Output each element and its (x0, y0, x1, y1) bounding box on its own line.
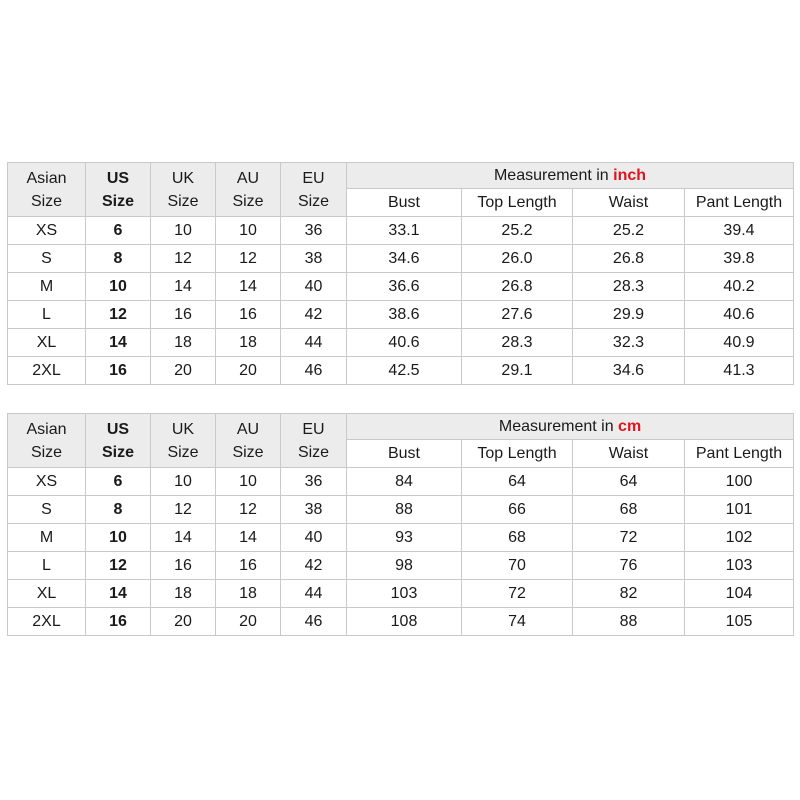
cell-asian-size: XL (8, 329, 86, 357)
cell-uk-size: 10 (151, 217, 216, 245)
cell-waist: 76 (573, 552, 685, 580)
cell-bust: 93 (347, 524, 462, 552)
cell-uk-size: 14 (151, 524, 216, 552)
cell-pant-length: 102 (685, 524, 794, 552)
cell-top-length: 72 (462, 580, 573, 608)
header-uk-size (151, 414, 216, 468)
cell-top-length: 26.8 (462, 273, 573, 301)
cell-eu-size: 36 (281, 217, 347, 245)
table-row (8, 524, 794, 552)
cell-eu-size: 40 (281, 273, 347, 301)
cell-pant-length: 105 (685, 608, 794, 636)
cell-pant-length: 41.3 (685, 357, 794, 385)
header-label: Size (297, 192, 330, 210)
header-waist: Waist (573, 189, 685, 217)
cell-us-size: 16 (86, 357, 151, 385)
size-chart-cm-table (7, 413, 794, 636)
cell-waist: 25.2 (573, 217, 685, 245)
header-label: Size (297, 443, 330, 461)
cell-waist: 34.6 (573, 357, 685, 385)
cell-asian-size: 2XL (8, 608, 86, 636)
cell-waist: 68 (573, 496, 685, 524)
measurement-title (347, 163, 794, 189)
cell-bust: 108 (347, 608, 462, 636)
cell-asian-size: XS (8, 468, 86, 496)
table-row (8, 329, 794, 357)
cell-uk-size: 10 (151, 468, 216, 496)
table-row (8, 301, 794, 329)
cell-waist: 72 (573, 524, 685, 552)
header-waist: Waist (573, 440, 685, 468)
table-row (8, 496, 794, 524)
cell-au-size: 16 (216, 301, 281, 329)
table-row (8, 580, 794, 608)
header-eu-size (281, 163, 347, 217)
cell-eu-size: 44 (281, 329, 347, 357)
cell-eu-size: 38 (281, 245, 347, 273)
table-row (8, 245, 794, 273)
cell-eu-size: 40 (281, 524, 347, 552)
cell-us-size: 8 (86, 245, 151, 273)
header-label: Size (232, 443, 264, 461)
cell-asian-size: S (8, 496, 86, 524)
table-row (8, 357, 794, 385)
cell-eu-size: 42 (281, 552, 347, 580)
header-asian-size (8, 163, 86, 217)
cell-bust: 38.6 (347, 301, 462, 329)
cell-bust: 84 (347, 468, 462, 496)
cell-bust: 98 (347, 552, 462, 580)
header-label: UK (171, 420, 195, 438)
header-label: Size (30, 443, 63, 461)
measurement-unit: inch (613, 166, 647, 184)
header-bust: Bust (347, 440, 462, 468)
cell-top-length: 26.0 (462, 245, 573, 273)
cell-pant-length: 40.2 (685, 273, 794, 301)
table-row (8, 273, 794, 301)
header-us-size (86, 163, 151, 217)
header-top-length: Top Length (462, 189, 573, 217)
header-bust: Bust (347, 189, 462, 217)
header-pant-length: Pant Length (685, 189, 794, 217)
header-uk-size (151, 163, 216, 217)
header-asian-size (8, 414, 86, 468)
cell-au-size: 12 (216, 245, 281, 273)
header-pant-length: Pant Length (685, 440, 794, 468)
cell-au-size: 10 (216, 468, 281, 496)
table-row (8, 608, 794, 636)
cell-top-length: 64 (462, 468, 573, 496)
cell-asian-size: XS (8, 217, 86, 245)
cell-top-length: 25.2 (462, 217, 573, 245)
cell-eu-size: 36 (281, 468, 347, 496)
cell-waist: 82 (573, 580, 685, 608)
cell-uk-size: 18 (151, 329, 216, 357)
cell-au-size: 12 (216, 496, 281, 524)
cell-pant-length: 100 (685, 468, 794, 496)
cell-us-size: 12 (86, 552, 151, 580)
cell-uk-size: 16 (151, 301, 216, 329)
cell-us-size: 6 (86, 217, 151, 245)
cell-uk-size: 16 (151, 552, 216, 580)
header-label: UK (171, 169, 195, 187)
cell-asian-size: L (8, 552, 86, 580)
header-row (8, 163, 794, 189)
header-label: EU (302, 420, 325, 438)
cell-top-length: 28.3 (462, 329, 573, 357)
cell-waist: 29.9 (573, 301, 685, 329)
cell-uk-size: 14 (151, 273, 216, 301)
cell-bust: 88 (347, 496, 462, 524)
header-label: Size (30, 192, 63, 210)
cell-bust: 34.6 (347, 245, 462, 273)
cell-bust: 103 (347, 580, 462, 608)
table-row (8, 552, 794, 580)
header-au-size (216, 163, 281, 217)
cell-pant-length: 103 (685, 552, 794, 580)
cell-uk-size: 12 (151, 496, 216, 524)
cell-asian-size: M (8, 524, 86, 552)
header-label: Size (232, 192, 264, 210)
cell-au-size: 14 (216, 273, 281, 301)
cell-bust: 33.1 (347, 217, 462, 245)
cell-uk-size: 12 (151, 245, 216, 273)
cell-us-size: 16 (86, 608, 151, 636)
header-label: AU (236, 420, 260, 438)
cell-asian-size: 2XL (8, 357, 86, 385)
cell-waist: 64 (573, 468, 685, 496)
cell-us-size: 10 (86, 273, 151, 301)
header-label: US (106, 169, 130, 187)
cell-au-size: 20 (216, 357, 281, 385)
cell-uk-size: 20 (151, 357, 216, 385)
cell-top-length: 29.1 (462, 357, 573, 385)
header-label: EU (302, 169, 325, 187)
cell-uk-size: 18 (151, 580, 216, 608)
measurement-prefix: Measurement in (498, 417, 614, 435)
table-row (8, 468, 794, 496)
cell-us-size: 12 (86, 301, 151, 329)
cell-pant-length: 40.6 (685, 301, 794, 329)
measurement-title (347, 414, 794, 440)
measurement-unit: cm (618, 417, 642, 435)
cell-eu-size: 38 (281, 496, 347, 524)
cell-pant-length: 39.8 (685, 245, 794, 273)
cell-top-length: 66 (462, 496, 573, 524)
header-label: Size (101, 192, 134, 210)
header-label: Asian (26, 420, 67, 438)
cell-bust: 42.5 (347, 357, 462, 385)
cell-pant-length: 104 (685, 580, 794, 608)
cell-top-length: 27.6 (462, 301, 573, 329)
header-eu-size (281, 414, 347, 468)
header-us-size (86, 414, 151, 468)
header-au-size (216, 414, 281, 468)
cell-us-size: 14 (86, 580, 151, 608)
cell-us-size: 6 (86, 468, 151, 496)
cell-top-length: 68 (462, 524, 573, 552)
cell-pant-length: 101 (685, 496, 794, 524)
measurement-prefix: Measurement in (493, 166, 609, 184)
cell-asian-size: L (8, 301, 86, 329)
cell-asian-size: M (8, 273, 86, 301)
cell-au-size: 18 (216, 580, 281, 608)
cell-pant-length: 39.4 (685, 217, 794, 245)
cell-waist: 32.3 (573, 329, 685, 357)
cell-au-size: 18 (216, 329, 281, 357)
cell-eu-size: 42 (281, 301, 347, 329)
cell-asian-size: XL (8, 580, 86, 608)
cell-eu-size: 46 (281, 608, 347, 636)
cell-top-length: 74 (462, 608, 573, 636)
cell-us-size: 8 (86, 496, 151, 524)
cell-bust: 40.6 (347, 329, 462, 357)
header-row (8, 414, 794, 440)
size-chart-inch-table (7, 162, 794, 385)
cell-pant-length: 40.9 (685, 329, 794, 357)
cell-uk-size: 20 (151, 608, 216, 636)
cell-asian-size: S (8, 245, 86, 273)
cell-top-length: 70 (462, 552, 573, 580)
header-top-length: Top Length (462, 440, 573, 468)
cell-waist: 28.3 (573, 273, 685, 301)
cell-waist: 26.8 (573, 245, 685, 273)
header-label: AU (236, 169, 260, 187)
table-row (8, 217, 794, 245)
header-label: Size (101, 443, 134, 461)
cell-au-size: 16 (216, 552, 281, 580)
cell-waist: 88 (573, 608, 685, 636)
cell-us-size: 10 (86, 524, 151, 552)
cell-au-size: 20 (216, 608, 281, 636)
cell-au-size: 14 (216, 524, 281, 552)
cell-eu-size: 46 (281, 357, 347, 385)
table-body (8, 163, 794, 385)
header-label: Size (167, 443, 199, 461)
cell-bust: 36.6 (347, 273, 462, 301)
header-label: Size (167, 192, 199, 210)
cell-au-size: 10 (216, 217, 281, 245)
header-label: US (106, 420, 130, 438)
table-body (8, 414, 794, 636)
cell-us-size: 14 (86, 329, 151, 357)
header-label: Asian (26, 169, 67, 187)
cell-eu-size: 44 (281, 580, 347, 608)
